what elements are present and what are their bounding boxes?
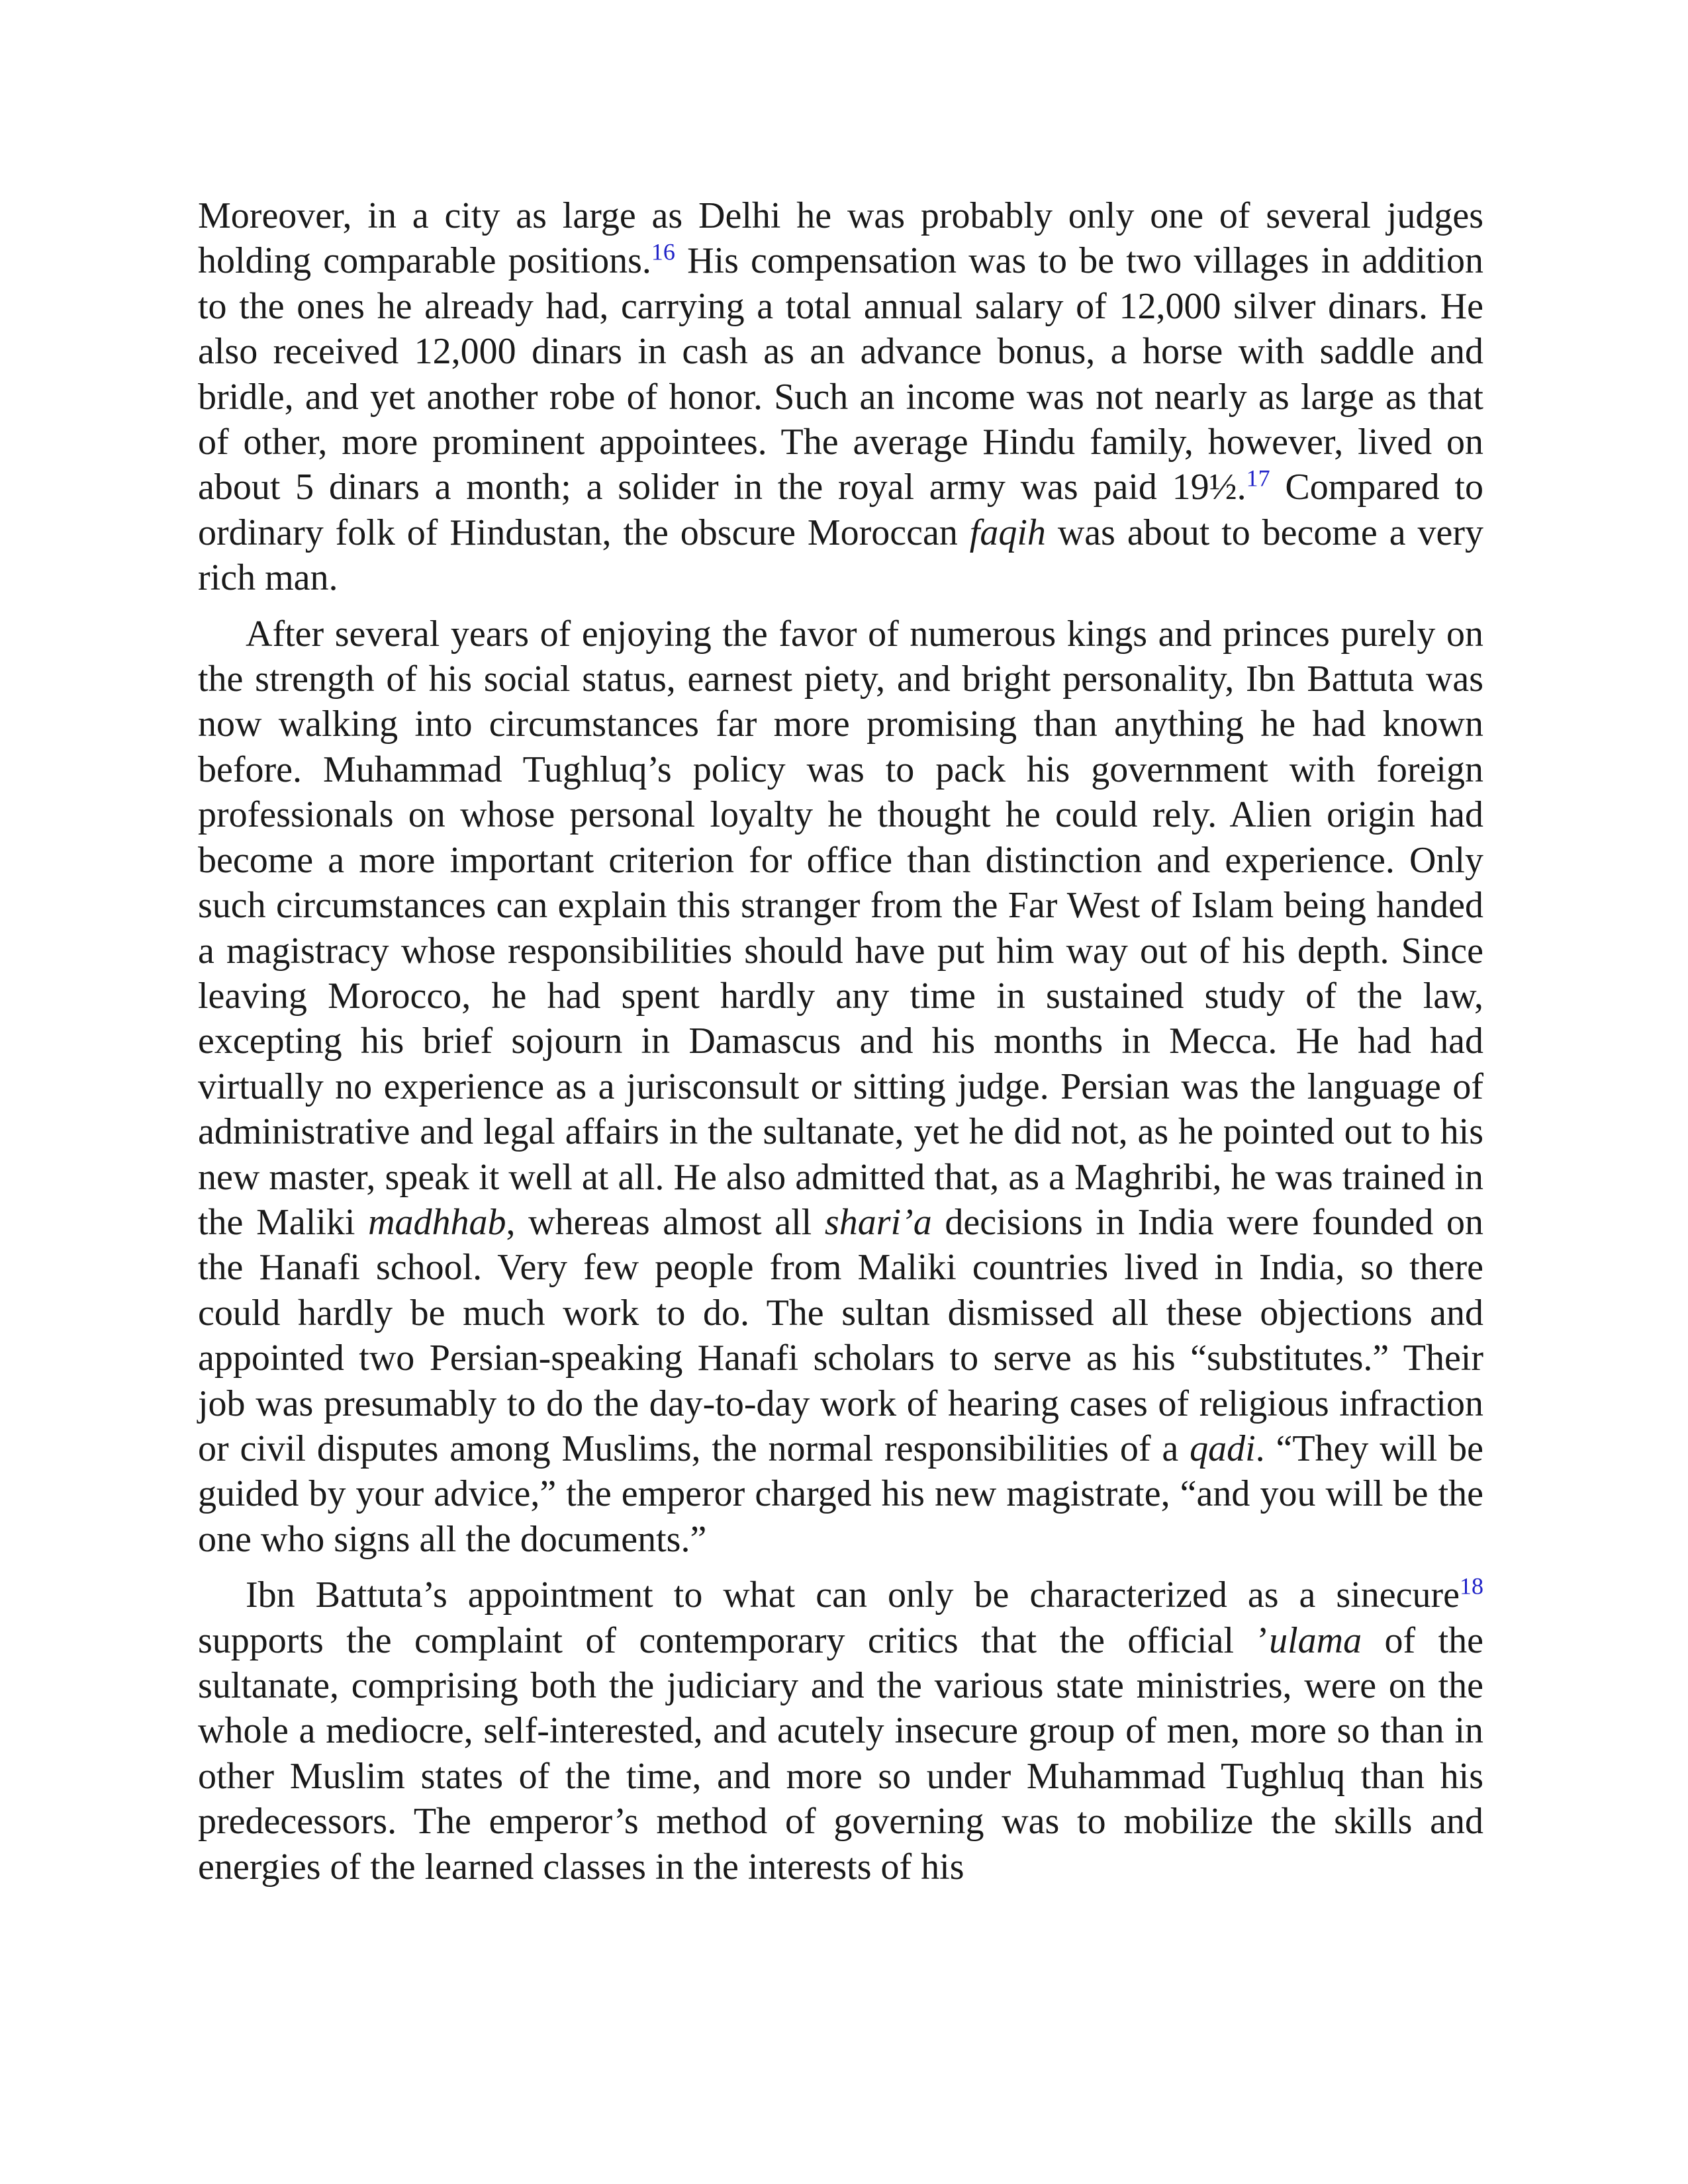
paragraph-1 [198,193,1483,601]
book-page-body [198,193,1483,1889]
body-text: Ibn Battuta’s appointment to what can only be characterized as a sinecure [246,1574,1460,1616]
italic-term: ulama [1269,1619,1362,1661]
body-text: After several years of enjoying the favor of numerous kings and princes purely on the strength of his social status, earnest piety, and bright personality, Ibn Battuta was now walking into circumstances far more promising than anything he had known before. Muhammad Tughluq’s policy was to pack his government with foreign professionals on whose personal loyalty he thought he could rely. Alien origin had become a more important criterion for office than distinction and experience. Only such circumstances can explain this stranger from the Far West of Islam being handed a magistracy whose responsibilities should have put him way out of his depth. Since leaving Morocco, he had spent hardly any time in sustained study of the law, excepting his brief sojourn in Damascus and his months in Mecca. He had had virtually no experience as a jurisconsult or sitting judge. Persian was the language of administrative and legal affairs in the sultanate, yet he did not, as he pointed out to his new master, speak it well at all. He also admitted that, as a Maghribi, he was trained in the Maliki [198,613,1483,1243]
paragraph-2 [198,612,1483,1563]
footnote-ref-18[interactable]: 18 [1460,1572,1483,1600]
footnote-ref-16[interactable]: 16 [651,238,675,265]
body-text: , whereas almost all [506,1201,825,1243]
body-text: Moreover, in a city as large as Delhi he was probably only one of several judges holding comparable positions. [198,195,1483,282]
italic-term: qadi [1190,1428,1256,1469]
body-text: . “They will be guided by your advice,” the emperor charged his new magistrate, “and you will be the one who signs all the documents.” [198,1428,1484,1560]
body-text: of the sultanate, comprising both the judiciary and the various state ministries, were on the whole a mediocre, self-interested, and acutely insecure group of men, more so than in other Muslim states of the time, and more so under Muhammad Tughluq than his predecessors. The emperor’s method of governing was to mobilize the skills and energies of the learned classes in the interests of his [198,1619,1483,1888]
footnote-ref-17[interactable]: 17 [1246,465,1270,492]
italic-term: madhhab [368,1201,506,1243]
body-text: His compensation was to be two villages in addition to the ones he already had, carrying a total annual salary of 12,000 silver dinars. He also received 12,000 dinars in cash as an advance bonus, a horse with saddle and bridle, and yet another robe of honor. Such an income was not nearly as large as that of other, more prominent appointees. The average Hindu family, however, lived on about 5 dinars a month; a solider in the royal army was paid 19½. [198,240,1483,508]
body-text: was about to become a very rich man. [198,512,1483,599]
body-text: supports the complaint of contemporary critics that the official ’ [198,1619,1270,1661]
body-text: decisions in India were founded on the Hanafi school. Very few people from Maliki countries lived in India, so there could hardly be much work to do. The sultan dismissed all these objections and appointed two Persian-speaking Hanafi scholars to serve as his “substitutes.” Their job was presumably to do the day-to-day work of hearing cases of religious infraction or civil disputes among Muslims, the normal responsibilities of a [198,1201,1483,1469]
body-text: Compared to ordinary folk of Hindustan, the obscure Moroccan [198,467,1484,553]
italic-term: faqih [969,512,1046,553]
italic-term: shari’a [824,1201,932,1243]
paragraph-3 [198,1572,1483,1889]
